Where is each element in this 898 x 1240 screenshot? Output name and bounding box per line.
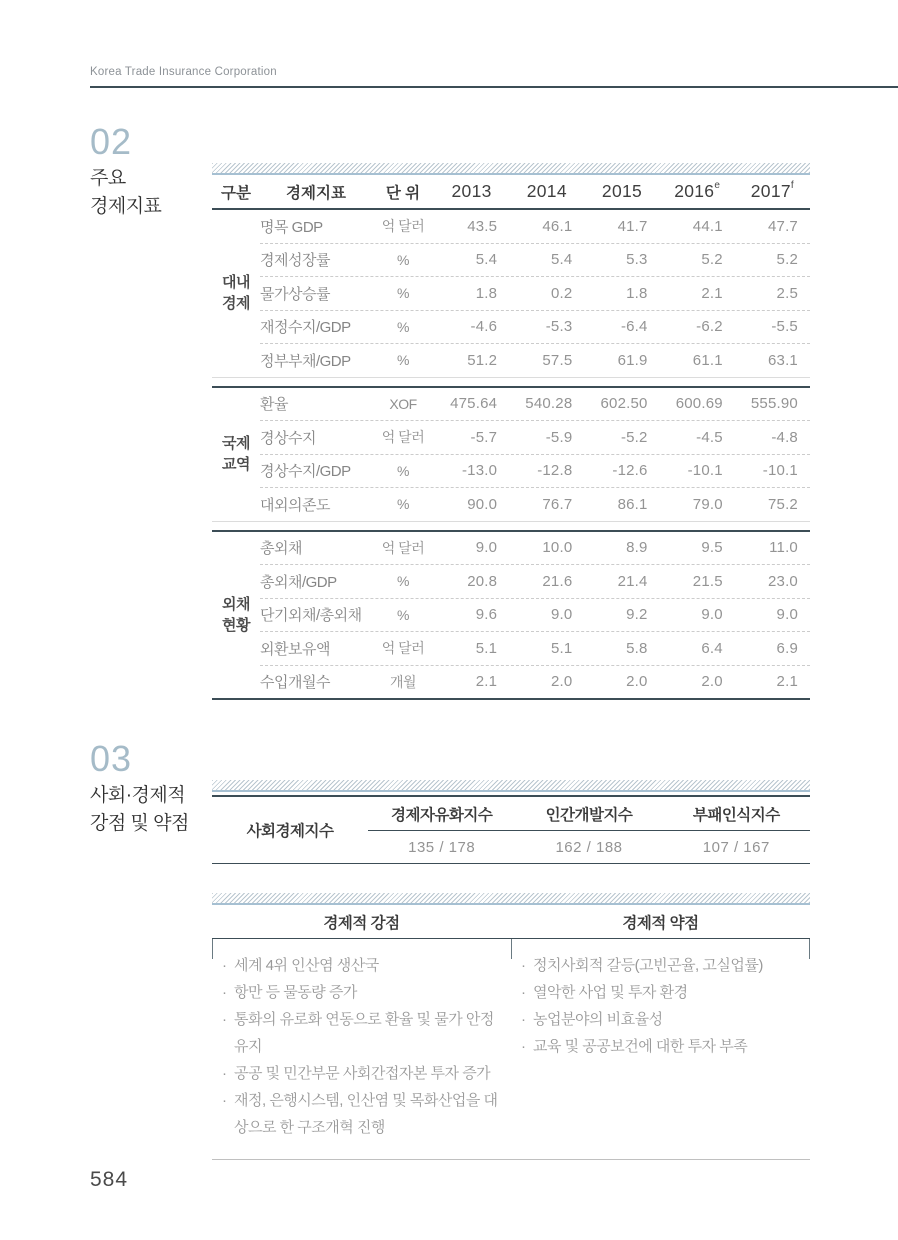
indicator-row [260,454,810,488]
indicator-value: 555.90 [750,395,798,413]
column-header: 2013 [451,181,492,201]
column-header: 2014 [526,181,567,201]
indicator-value: 602.50 [600,395,648,413]
indicator-group [212,388,810,521]
indicator-name: 환율 [260,396,288,414]
indicator-value: 20.8 [467,572,498,590]
indicator-unit: % [397,352,409,369]
indicator-value: 5.3 [626,251,648,269]
strengths-header: 경제적 강점 [323,914,400,932]
list-item [222,1060,505,1087]
indicator-value: 2.0 [626,673,648,691]
indicator-unit: XOF [389,395,417,412]
weaknesses-list [511,939,810,1159]
section-number: 02 [90,121,133,162]
indicator-value: 9.5 [701,539,723,557]
indicator-value: 21.5 [692,572,723,590]
indicator-value: 76.7 [542,495,573,513]
group-label-line: 외채 [222,595,250,613]
indicator-value: 5.2 [701,251,723,269]
indicator-unit: % [397,462,409,479]
hatch-bar [212,893,810,905]
indicator-value: -10.1 [762,462,798,480]
group-rows [260,210,810,377]
column-header: 단 위 [385,184,421,202]
indicator-value: -6.2 [696,318,723,336]
indicator-row [260,388,810,421]
indicator-unit: % [397,285,409,302]
indicator-row [260,631,810,665]
column-header: 2015 [601,181,643,201]
list-item-text: 공공 및 민간부문 사회간접자본 투자 증가 [234,1065,491,1082]
indicator-unit: 개월 [389,673,417,690]
indicator-row [260,310,810,344]
indicator-value: -12.6 [612,462,648,480]
strengths-list [212,939,511,1159]
section-title: 사회·경제적 강점 및 약점 [90,785,189,834]
group-label-line: 경제 [222,295,250,313]
bullet-glyph: · [521,957,526,974]
indicator-value: 9.0 [701,606,723,624]
group-label [212,388,260,521]
group-label-line: 현황 [222,616,250,634]
list-item [521,1033,804,1060]
index-values-row [368,831,810,863]
indicator-name: 재정수지/GDP [260,319,351,337]
indicator-value: -5.3 [545,318,573,336]
indicator-name: 외환보유액 [260,640,330,658]
index-value: 135 / 178 [408,838,476,856]
indicator-value: -5.9 [545,428,573,446]
group-label-line: 대내 [222,274,250,292]
tick-left [212,939,213,959]
indicator-value: 21.4 [617,572,648,590]
indicator-name: 물가상승률 [260,285,330,303]
indicator-value: -5.5 [771,318,798,336]
indicator-value: -6.4 [620,318,648,336]
indicator-unit: 억 달러 [381,429,425,446]
indicator-value: 5.4 [475,251,498,269]
indicator-group [212,210,810,377]
list-item [222,1087,505,1141]
group-rows [260,388,810,521]
indicator-name: 총외채/GDP [260,573,337,591]
indicator-row [260,532,810,565]
indicator-value: 43.5 [467,217,498,235]
indicator-unit: % [397,251,409,268]
indicator-value: 44.1 [692,217,723,235]
column-header: 구분 [221,184,251,202]
indicator-value: 63.1 [767,351,798,369]
indicator-value: -12.8 [537,462,573,480]
indicator-unit: 억 달러 [381,640,425,657]
indicator-table-body [212,210,810,700]
indicator-value: 61.1 [692,351,723,369]
list-item-text: 열악한 사업 및 투자 환경 [533,984,688,1001]
strength-weakness-table [212,893,810,1160]
header-superscript: e [714,180,721,192]
indicator-value: 61.9 [617,351,648,369]
column-header: 경제지표 [286,184,346,202]
list-item-text: 교육 및 공공보건에 대한 투자 부족 [533,1038,748,1055]
page-number: 584 [90,1168,129,1191]
index-table-label: 사회경제지수 [246,823,334,840]
indicator-row [260,598,810,632]
indicator-name: 대외의존도 [260,496,330,514]
indicator-name: 경상수지 [260,429,316,447]
indicator-unit: % [397,496,409,513]
indicator-value: 41.7 [617,217,648,235]
bullet-glyph: · [521,1038,526,1055]
indicator-value: 2.5 [776,284,798,302]
indicator-value: 8.9 [626,539,648,557]
group-separator [212,377,810,388]
socioeconomic-index-table [212,780,810,864]
bullet-glyph: · [521,1011,526,1028]
list-item [521,1006,804,1033]
indicator-row [260,343,810,377]
list-item-text: 세계 4위 인산염 생산국 [234,957,379,974]
list-item-text: 항만 등 물동량 증가 [234,984,357,1001]
indicator-value: -5.7 [470,428,498,446]
group-separator [212,521,810,532]
indicator-value: 57.5 [542,351,573,369]
indicator-name: 정부부채/GDP [260,352,351,370]
header-rule [90,86,898,88]
list-item-text: 정치사회적 갈등(고빈곤율, 고실업률) [533,957,763,974]
bullet-glyph: · [222,1011,227,1028]
indicator-unit: 억 달러 [381,539,425,556]
indicator-value: 9.0 [475,539,498,557]
indicator-value: 5.1 [475,639,498,657]
list-item-text: 재정, 은행시스템, 인산염 및 목화산업을 대상으로 한 구조개혁 진행 [234,1092,498,1136]
hatch-bar [212,780,810,792]
bullet-glyph: · [521,984,526,1001]
indicator-value: 0.2 [550,284,573,302]
indicator-unit: % [397,318,409,335]
indicator-row [260,564,810,598]
index-value: 107 / 167 [702,838,770,856]
indicator-value: 51.2 [467,351,498,369]
indicator-value: 2.0 [550,673,573,691]
group-label-line: 국제 [222,435,250,452]
indicator-value: -4.6 [470,318,498,336]
bullet-glyph: · [222,984,227,1001]
list-item-text: 농업분야의 비효율성 [533,1011,663,1028]
indicator-name: 경상수지/GDP [260,463,351,481]
indicator-value: 86.1 [617,495,648,513]
indicator-name: 경제성장률 [260,252,330,270]
indicator-value: 79.0 [692,495,723,513]
indicator-row [260,420,810,454]
index-name: 인간개발지수 [545,806,633,824]
indicator-value: 475.64 [450,395,498,413]
section-02-label [90,123,215,221]
indicator-name: 명목 GDP [260,218,323,236]
hatch-bar [212,163,810,175]
header-superscript: f [790,180,794,192]
indicator-value: 21.6 [542,572,573,590]
bullet-glyph: · [222,957,227,974]
indicator-value: 47.7 [767,217,798,235]
indicator-value: -10.1 [687,462,723,480]
indicator-value: 9.6 [475,606,498,624]
corporation-header: Korea Trade Insurance Corporation [90,66,277,78]
group-label [212,532,260,699]
bullet-glyph: · [222,1065,227,1082]
indicator-value: 11.0 [769,539,798,557]
indicator-unit: % [397,606,409,623]
list-item [521,979,804,1006]
tick-middle [511,939,512,959]
indicator-value: -4.5 [696,428,723,446]
indicator-row [260,276,810,310]
indicator-value: 2.0 [701,673,723,691]
indicator-value: 1.8 [626,284,648,302]
column-header: 2016e [674,180,721,201]
indicator-row [260,210,810,243]
indicator-value: 46.1 [542,217,573,235]
economic-indicator-table [212,163,810,700]
group-label-line: 교역 [222,456,250,473]
list-item [222,952,505,979]
indicator-value: 6.4 [701,639,723,657]
index-name: 경제자유화지수 [391,806,493,824]
indicator-value: 9.0 [776,606,798,624]
indicator-value: 5.8 [626,639,648,657]
weaknesses-header: 경제적 약점 [622,914,699,932]
indicator-value: 23.0 [767,572,798,590]
indicator-value: 5.1 [550,639,573,657]
section-number: 03 [90,738,133,779]
indicator-unit: 억 달러 [381,218,425,235]
indicator-row [260,243,810,277]
indicator-value: 75.2 [767,495,798,513]
indicator-value: -5.2 [620,428,648,446]
indicator-row [260,665,810,699]
indicator-value: 9.2 [626,606,648,624]
indicator-name: 수입개월수 [260,674,330,692]
indicator-value: 5.2 [776,251,798,269]
bullet-glyph: · [222,1092,227,1109]
group-rows [260,532,810,699]
indicator-value: 6.9 [776,639,798,657]
indicator-value: -13.0 [461,462,498,480]
indicator-value: -4.8 [771,428,798,446]
indicator-unit: % [397,573,409,590]
indicator-name: 단기외채/총외채 [260,607,362,625]
column-header: 2017$^f$ [750,180,794,201]
index-name: 부패인식지수 [692,806,780,824]
list-item-text: 통화의 유로화 연동으로 환율 및 물가 안정 유지 [234,1011,494,1055]
indicator-table-header [212,175,810,210]
indicator-name: 총외채 [260,540,302,558]
indicator-value: 2.1 [776,673,798,691]
list-item [222,1006,505,1060]
tick-right [809,939,810,959]
indicator-value: 2.1 [701,284,723,302]
strength-weakness-body [212,939,810,1160]
indicator-value: 600.69 [675,395,723,413]
indicator-row [260,487,810,521]
group-label [212,210,260,377]
indicator-value: 10.0 [542,539,573,557]
section-title: 주요 경제지표 [90,168,162,217]
indicator-value: 5.4 [550,251,573,269]
section-03-label [90,740,225,838]
indicator-value: 90.0 [467,495,498,513]
list-item [222,979,505,1006]
index-value: 162 / 188 [555,838,623,856]
indicator-value: 9.0 [550,606,573,624]
index-names-row [368,797,810,831]
indicator-value: 1.8 [475,284,498,302]
indicator-value: 540.28 [525,395,573,413]
list-item [521,952,804,979]
indicator-group [212,532,810,699]
indicator-value: 2.1 [475,673,498,691]
